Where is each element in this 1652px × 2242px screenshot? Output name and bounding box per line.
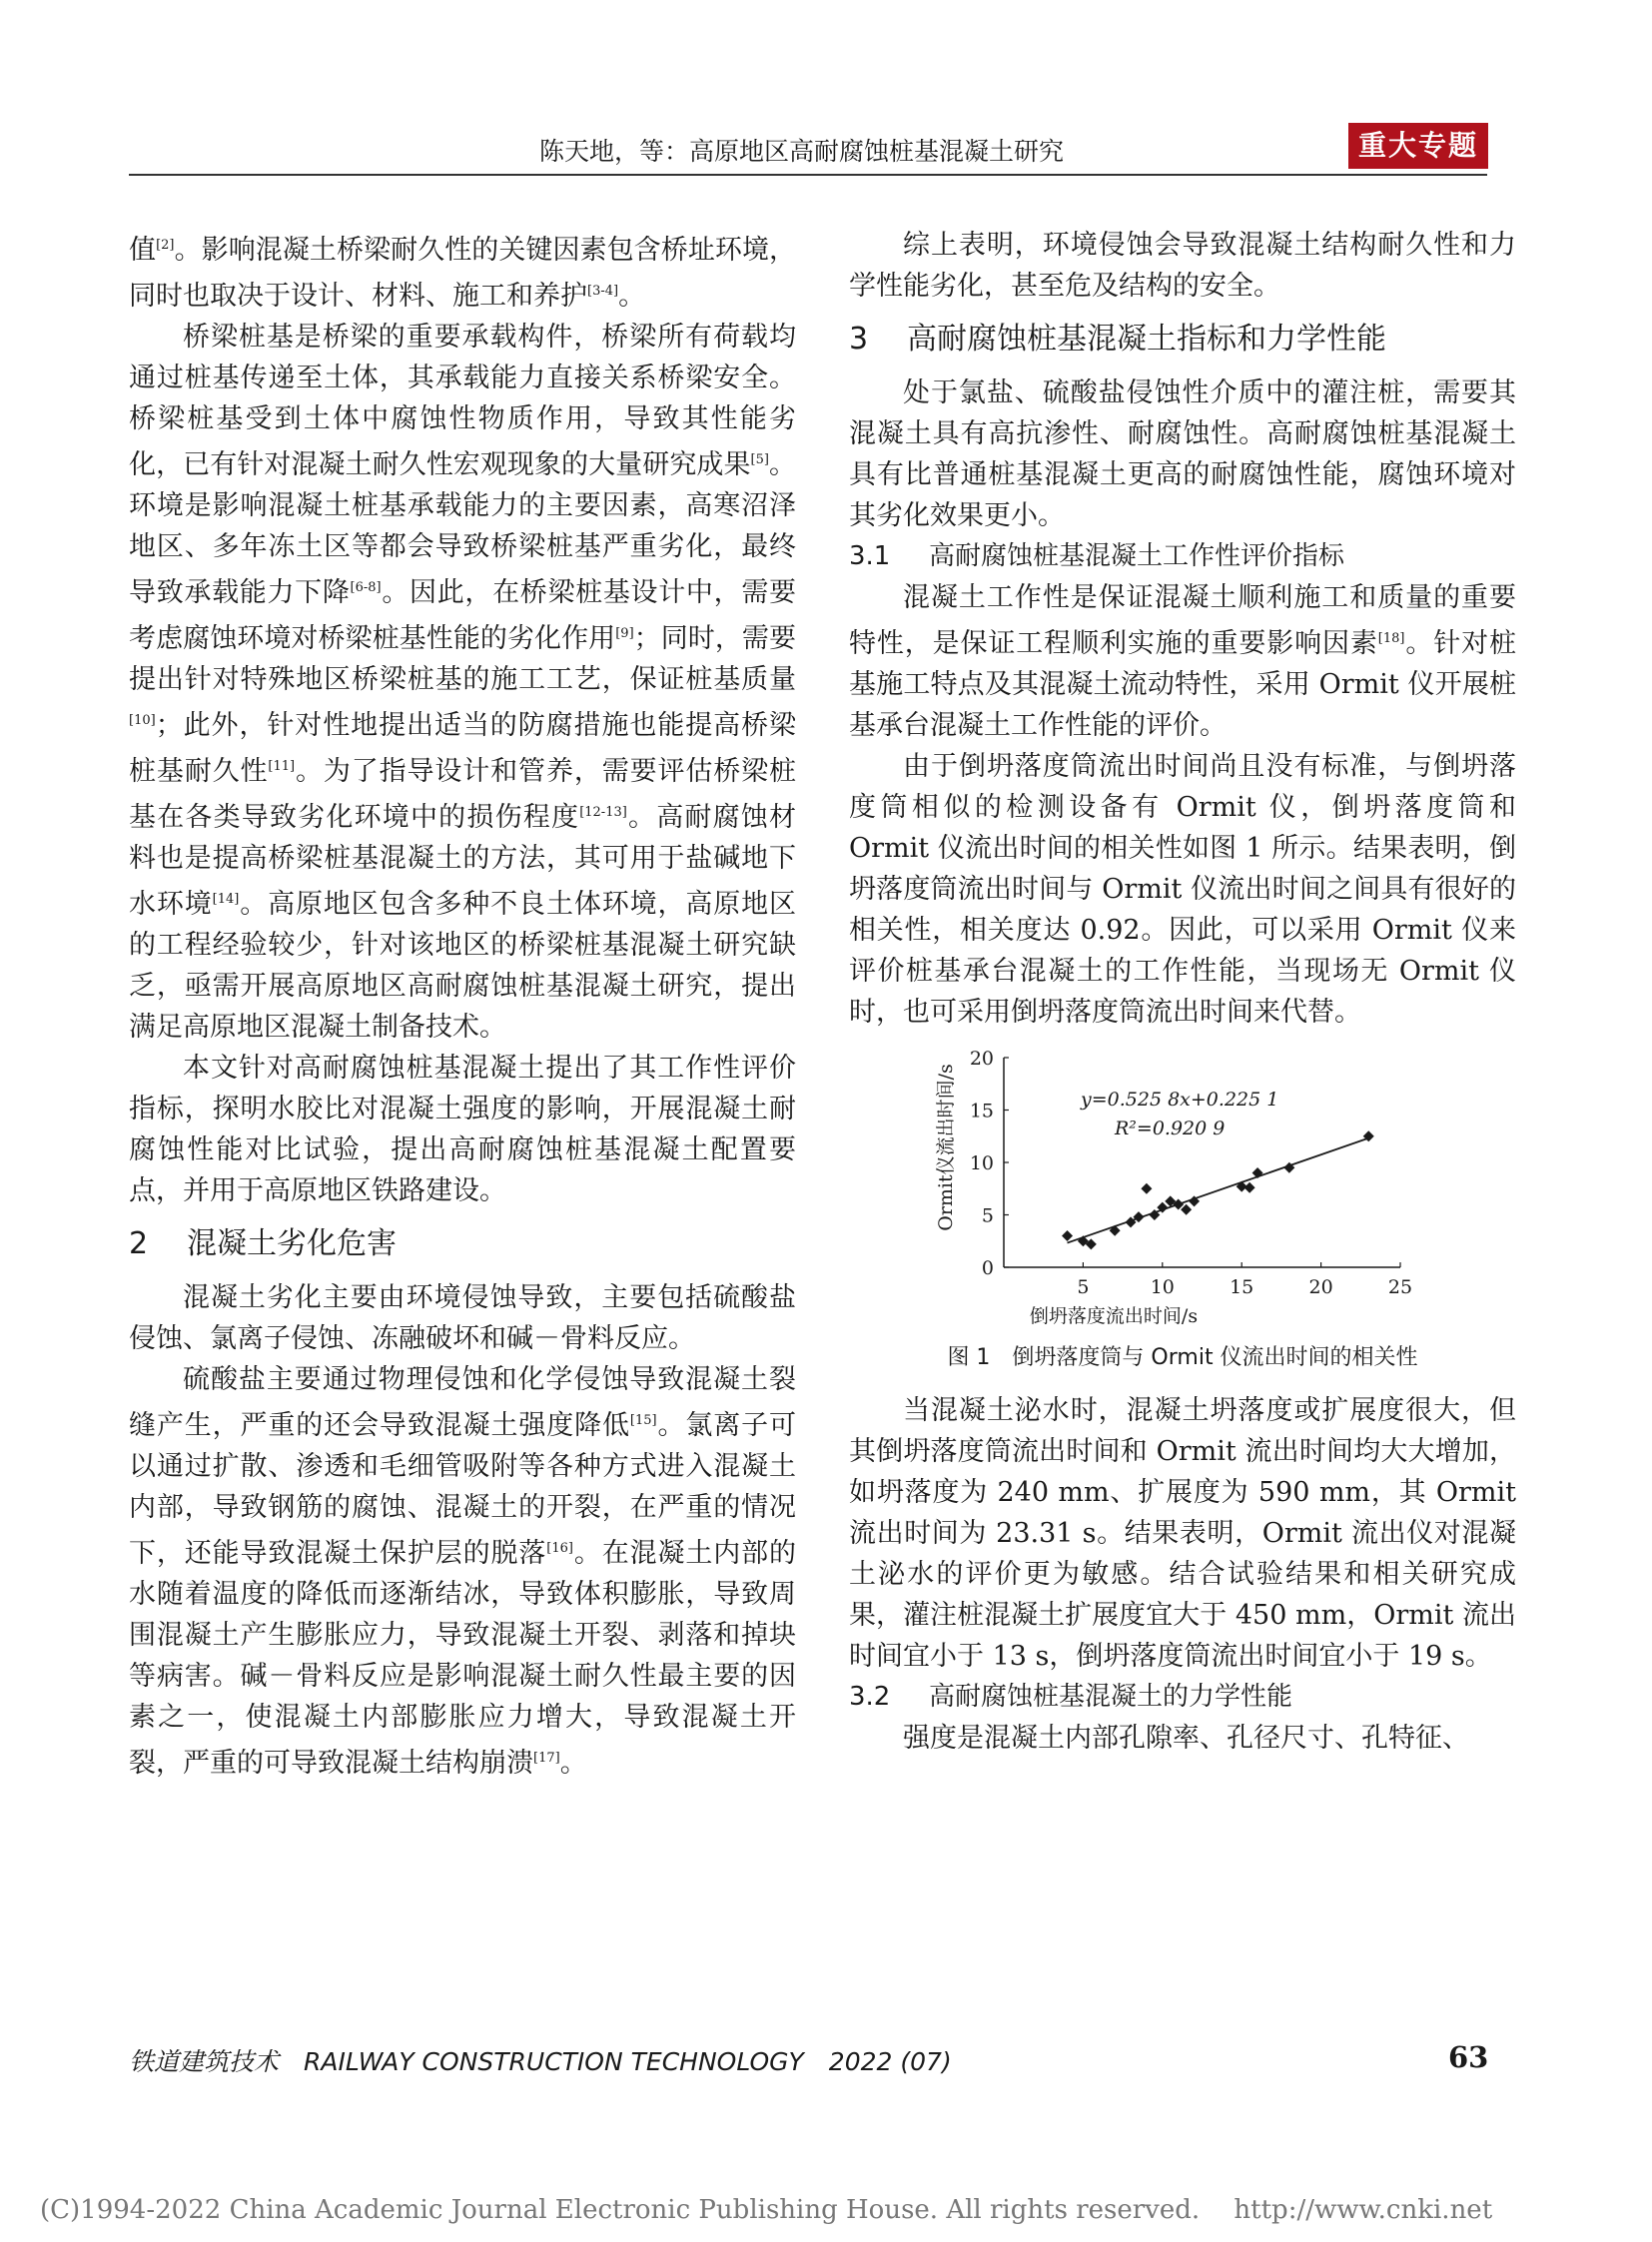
running-title: 陈天地，等：高原地区高耐腐蚀桩基混凝土研究 [539,137,1065,166]
paragraph: 当混凝土泌水时，混凝土坍落度或扩展度很大，但其倒坍落度筒流出时间和 Ormit 流出时间均大大增加，如坍落度为 240 mm、扩展度为 590 mm，其 Ormit 流出时间为 23.31 s。结果表明，Ormit 流出仪对混凝土泌水的评价更为敏感。结合试验结果和相关研究成果，灌注桩混凝土扩展度宜大于 450 mm，Ormit 流出时间宜小于 13 s，倒坍落度筒流出时间宜小于 19 s。 [849,1395,1516,1672]
journal-footer: 铁道建筑技术 RAILWAY CONSTRUCTION TECHNOLOGY 2022 (07) [129,2047,952,2076]
paragraph: 强度是混凝土内部孔隙率、孔径尺寸、孔特征、 [903,1723,1469,1754]
data-point [1252,1167,1263,1178]
paragraph: 硫酸盐主要通过物理侵蚀和化学侵蚀导致混凝土裂缝产生，严重的还会导致混凝土强度降低[15]。氯离子可以通过扩散、渗透和毛细管吸附等各种方式进入混凝土内部，导致钢筋的腐蚀、混凝土的开裂，在严重的情况下，还能导致混凝土保护层的脱落[16]。在混凝土内部的水随着温度的降低而逐渐结冰，导致体积膨胀，导致周围混凝土产生膨胀应力，导致混凝土开裂、剥落和掉块等病害。碱－骨料反应是影响混凝土耐久性最主要的因素之一，使混凝土内部膨胀应力增大，导致混凝土开裂，严重的可导致混凝土结构崩溃[17]。 [129,1364,797,1779]
section-heading: 2 混凝土劣化危害 [129,1226,397,1261]
y-tick-label: 5 [981,1204,994,1227]
y-tick-label: 0 [981,1257,994,1279]
x-axis-label: 倒坍落度流出时间/s [1029,1305,1199,1327]
paragraph: 桥梁桩基是桥梁的重要承载构件，桥梁所有荷载均通过桩基传递至土体，其承载能力直接关系桥梁安全。桥梁桩基受到土体中腐蚀性物质作用，导致其性能劣化，已有针对混凝土耐久性宏观现象的大量研究成果[5]。环境是影响混凝土桩基承载能力的主要因素，高寒沼泽地区、多年冻土区等都会导致桥梁桩基严重劣化，最终导致承载能力下降[6-8]。因此，在桥梁桩基设计中，需要考虑腐蚀环境对桥梁桩基性能的劣化作用[9]；同时，需要提出针对特殊地区桥梁桩基的施工工艺，保证桩基质量[10]；此外，针对性地提出适当的防腐措施也能提高桥梁桩基耐久性[11]。为了指导设计和管养，需要评估桥梁桩基在各类导致劣化环境中的损伤程度[12-13]。高耐腐蚀材料也是提高桥梁桩基混凝土的方法，其可用于盐碱地下水环境[14]。高原地区包含多种不良土体环境，高原地区的工程经验较少，针对该地区的桥梁桩基混凝土研究缺乏，亟需开展高原地区高耐腐蚀桩基混凝土研究，提出满足高原地区混凝土制备技术。 [129,322,797,1043]
section-heading: 3 高耐腐蚀桩基混凝土指标和力学性能 [849,322,1386,357]
header-rule [129,174,1487,176]
x-tick-label: 10 [1150,1276,1175,1298]
y-tick-label: 15 [969,1100,994,1122]
paragraph: 处于氯盐、硫酸盐侵蚀性介质中的灌注桩，需要其混凝土具有高抗渗性、耐腐蚀性。高耐腐蚀桩基混凝土具有比普通桩基混凝土更高的耐腐蚀性能，腐蚀环境对其劣化效果更小。 [849,377,1516,531]
subsection-heading: 3.2 高耐腐蚀桩基混凝土的力学性能 [849,1682,1293,1712]
figure-1 [849,1038,1516,1332]
right-column [849,225,1516,1759]
special-topic-badge: 重大专题 [1348,123,1488,169]
trend-line [1068,1138,1369,1243]
y-axis-label: Ormit仪流出时间/s [935,1064,957,1231]
y-tick-label: 10 [969,1152,994,1174]
x-tick-label: 5 [1077,1276,1090,1298]
paragraph: 值[2]。影响混凝土桥梁耐久性的关键因素包含桥址环境，同时也取决于设计、材料、施工和养护[3-4]。 [129,235,797,312]
subsection-heading: 3.1 高耐腐蚀桩基混凝土工作性评价指标 [849,541,1345,571]
paragraph: 综上表明，环境侵蚀会导致混凝土结构耐久性和力学性能劣化，甚至危及结构的安全。 [849,230,1516,302]
y-tick-label: 20 [969,1048,994,1070]
paragraph: 混凝土工作性是保证混凝土顺利施工和质量的重要特性，是保证工程顺利实施的重要影响因素[18]。针对桩基施工特点及其混凝土流动特性，采用 Ormit 仪开展桩基承台混凝土工作性能的评价。 [849,582,1517,741]
fit-equation: y=0.525 8x+0.225 1 [1081,1089,1279,1111]
r-squared-label: R²=0.920 9 [1115,1118,1226,1139]
data-point [1244,1182,1255,1193]
paragraph: 混凝土劣化主要由环境侵蚀导致，主要包括硫酸盐侵蚀、氯离子侵蚀、冻融破坏和碱－骨料反应。 [129,1282,796,1354]
x-tick-label: 25 [1387,1276,1413,1298]
scatter-chart [849,1038,1516,1332]
paragraph: 由于倒坍落度筒流出时间尚且没有标准，与倒坍落度筒相似的检测设备有 Ormit 仪，倒坍落度筒和 Ormit 仪流出时间的相关性如图 1 所示。结果表明，倒坍落度筒流出时间与 Ormit 仪流出时间之间具有很好的相关性，相关度达 0.92。因此，可以采用 Ormit 仪来评价桩基承台混凝土的工作性能，当现场无 Ormit 仪时，也可采用倒坍落度筒流出时间来代替。 [849,751,1516,1028]
x-tick-label: 15 [1230,1276,1254,1298]
x-tick-label: 20 [1308,1276,1333,1298]
data-point [1062,1230,1073,1241]
figure-caption: 图 1 倒坍落度筒与 Ormit 仪流出时间的相关性 [947,1345,1418,1370]
left-column [129,225,796,1784]
data-point [1141,1183,1152,1194]
copyright-notice: (C)1994-2022 China Academic Journal Electronic Publishing House. All rights reserved. http://www.cnki.net [40,2195,1493,2225]
paragraph: 本文针对高耐腐蚀桩基混凝土提出了其工作性评价指标，探明水胶比对混凝土强度的影响，开展混凝土耐腐蚀性能对比试验，提出高耐腐蚀桩基混凝土配置要点，并用于高原地区铁路建设。 [129,1053,796,1206]
page-number: 63 [1448,2040,1489,2074]
